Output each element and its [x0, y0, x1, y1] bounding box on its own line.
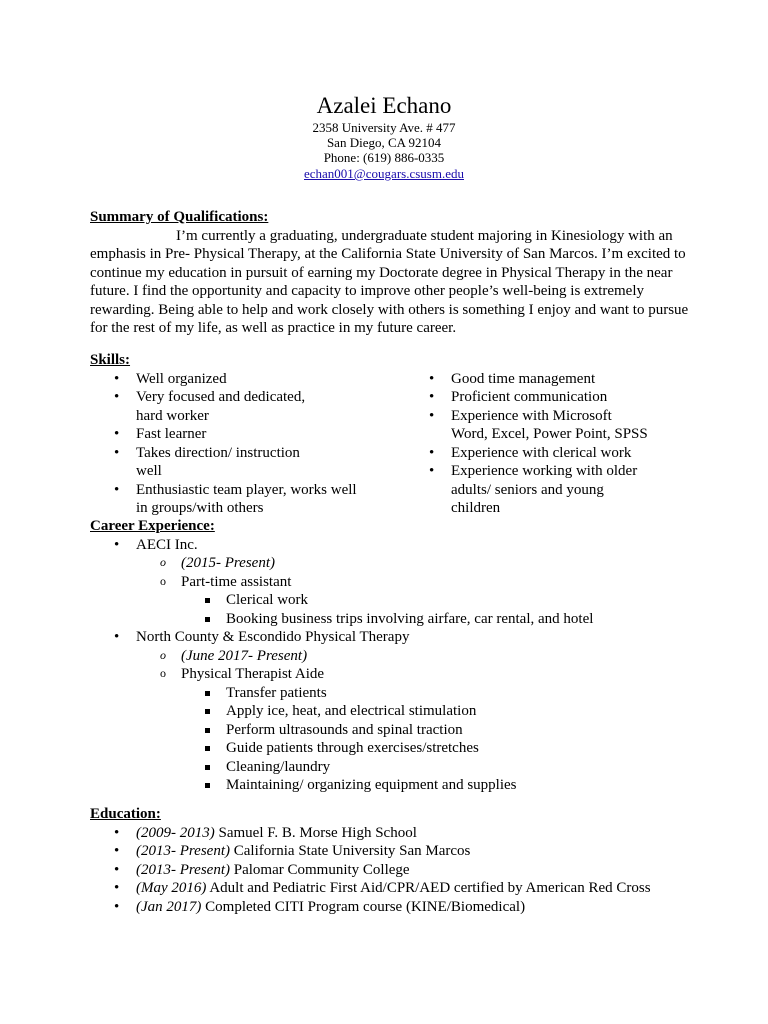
job-role: o Part-time assistant	[90, 573, 690, 592]
skill-item: • Experience with Microsoft Word, Excel, Power Point, SPSS	[405, 407, 690, 444]
skill-item: • Enthusiastic team player, works well in groups/with others	[90, 481, 405, 518]
job-duty: Perform ultrasounds and spinal traction	[90, 721, 690, 740]
skills-right-list	[405, 370, 690, 518]
applicant-name: Azalei Echano	[316, 93, 452, 118]
job-company: • North County & Escondido Physical Therapy	[90, 628, 690, 647]
skills-left-list	[90, 370, 405, 518]
education-date: (2009- 2013)	[136, 824, 215, 841]
skill-item: • Proficient communication	[405, 388, 690, 407]
career-heading: Career Experience:	[90, 518, 215, 534]
job-duty: Transfer patients	[90, 684, 690, 703]
skills-section	[90, 351, 690, 518]
skill-item: • Experience with clerical work	[405, 444, 690, 463]
job-role: o Physical Therapist Aide	[90, 665, 690, 684]
skill-item: • Experience working with older adults/ seniors and young children	[405, 462, 690, 518]
job-duty: Clerical work	[90, 591, 690, 610]
job-dates: o (June 2017- Present)	[90, 647, 690, 666]
education-item	[90, 861, 690, 880]
summary-section	[90, 208, 690, 338]
education-text: Adult and Pediatric First Aid/CPR/AED certified by American Red Cross	[206, 880, 651, 896]
education-text: California State University San Marcos	[230, 843, 471, 859]
education-text: Palomar Community College	[230, 861, 410, 878]
resume-header	[0, 92, 768, 183]
education-item	[90, 898, 690, 917]
education-date: (Jan 2017)	[136, 898, 202, 915]
education-item	[90, 879, 690, 898]
summary-text: I’m currently a graduating, undergraduate student majoring in Kinesiology with an emphasis in Pre- Physical Therapy, at the California State University of San Marcos. I’m excited to continue my education in pursuit of earning my Doctorate degree in Physical Therapy in the near future. I find the opportunity and capacity to improve other people’s well-being is extremely rewarding. Being able to help and work closely with others is something I enjoy and want to pursue for the rest of my life, as well as practice in my future career.	[90, 227, 689, 336]
career-list	[90, 536, 690, 795]
email-link[interactable]: echan001@cougars.csusm.edu	[304, 166, 464, 181]
job-duty: Maintaining/ organizing equipment and supplies	[90, 776, 690, 795]
job-duty: Cleaning/laundry	[90, 758, 690, 777]
job-company: • AECI Inc.	[90, 536, 690, 555]
skill-item: • Well organized	[90, 370, 405, 389]
education-heading: Education:	[90, 806, 161, 822]
phone-line: Phone: (619) 886-0335	[323, 150, 445, 165]
education-date: (2013- Present)	[136, 843, 230, 859]
education-text: Samuel F. B. Morse High School	[214, 824, 417, 841]
education-item	[90, 842, 690, 861]
career-section	[90, 517, 690, 795]
job-dates: o (2015- Present)	[90, 554, 690, 573]
skill-item: • Fast learner	[90, 425, 405, 444]
skills-heading: Skills:	[90, 352, 131, 368]
skill-item: • Very focused and dedicated, hard worker	[90, 388, 405, 425]
education-section	[90, 805, 690, 916]
education-date: (2013- Present)	[136, 861, 230, 878]
summary-heading: Summary of Qualifications:	[90, 209, 269, 225]
education-list	[90, 824, 690, 917]
education-item	[90, 824, 690, 843]
address-line: 2358 University Ave. # 477	[312, 120, 456, 135]
skill-item: • Takes direction/ instruction well	[90, 444, 405, 481]
skill-item: • Good time management	[405, 370, 690, 389]
education-date: (May 2016)	[136, 880, 207, 896]
education-text: Completed CITI Program course (KINE/Biomedical)	[201, 898, 526, 915]
job-duty: Guide patients through exercises/stretches	[90, 739, 690, 758]
job-duty: Apply ice, heat, and electrical stimulation	[90, 702, 690, 721]
job-duty: Booking business trips involving airfare, car rental, and hotel	[90, 610, 690, 629]
city-line: San Diego, CA 92104	[326, 135, 442, 150]
